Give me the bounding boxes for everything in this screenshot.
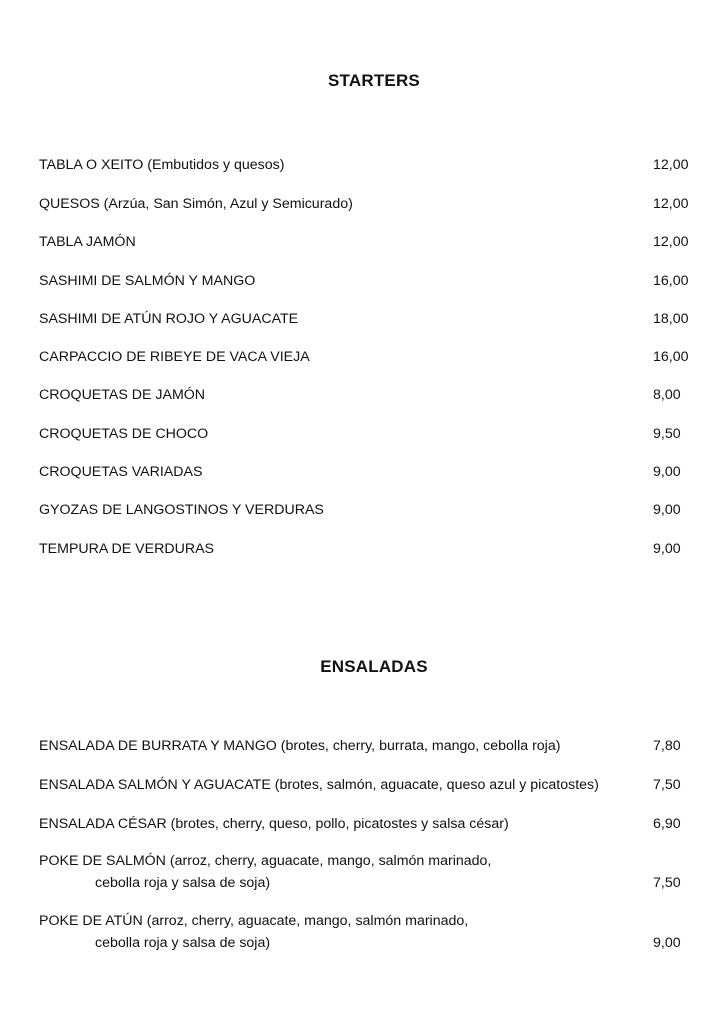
- item-name: TABLA JAMÓN: [39, 234, 136, 250]
- item-price: 9,50: [653, 426, 681, 442]
- item-name: CROQUETAS DE CHOCO: [39, 426, 209, 442]
- item-price: 12,00: [653, 234, 689, 250]
- item-name: SASHIMI DE SALMÓN Y MANGO: [39, 273, 256, 289]
- item-price: 9,00: [653, 502, 681, 518]
- item-price: 8,00: [653, 387, 681, 403]
- item-name: ENSALADA CÉSAR (brotes, cherry, queso, pollo, picatostes y salsa césar): [39, 816, 509, 832]
- item-price: 7,50: [653, 875, 681, 891]
- item-name: CROQUETAS DE JAMÓN: [39, 387, 206, 403]
- item-price: 6,90: [653, 816, 681, 832]
- item-price: 9,00: [653, 935, 681, 951]
- item-name: POKE DE ATÚN (arroz, cherry, aguacate, mango, salmón marinado,: [39, 913, 469, 929]
- item-name: ENSALADA SALMÓN Y AGUACATE (brotes, salmón, aguacate, queso azul y picatostes): [39, 777, 599, 793]
- item-name-continued: cebolla roja y salsa de soja): [95, 875, 271, 891]
- item-price: 9,00: [653, 541, 681, 557]
- ensaladas-heading: ENSALADAS: [320, 657, 428, 676]
- item-name: QUESOS (Arzúa, San Simón, Azul y Semicurado): [39, 196, 353, 212]
- item-name-continued: cebolla roja y salsa de soja): [95, 935, 271, 951]
- item-price: 12,00: [653, 157, 689, 173]
- item-name: POKE DE SALMÓN (arroz, cherry, aguacate, mango, salmón marinado,: [39, 853, 492, 869]
- starters-heading: STARTERS: [328, 71, 420, 90]
- item-name: SASHIMI DE ATÚN ROJO Y AGUACATE: [39, 311, 299, 327]
- item-price: 7,50: [653, 777, 681, 793]
- item-price: 9,00: [653, 464, 681, 480]
- item-name: CROQUETAS VARIADAS: [39, 464, 203, 480]
- item-name: CARPACCIO DE RIBEYE DE VACA VIEJA: [39, 349, 310, 365]
- item-price: 12,00: [653, 196, 689, 212]
- item-price: 16,00: [653, 349, 689, 365]
- item-name: GYOZAS DE LANGOSTINOS Y VERDURAS: [39, 502, 324, 518]
- item-price: 18,00: [653, 311, 689, 327]
- item-name: ENSALADA DE BURRATA Y MANGO (brotes, cherry, burrata, mango, cebolla roja): [39, 738, 561, 754]
- item-price: 16,00: [653, 273, 689, 289]
- item-price: 7,80: [653, 738, 681, 754]
- item-name: TEMPURA DE VERDURAS: [39, 541, 215, 557]
- item-name: TABLA O XEITO (Embutidos y quesos): [39, 157, 285, 173]
